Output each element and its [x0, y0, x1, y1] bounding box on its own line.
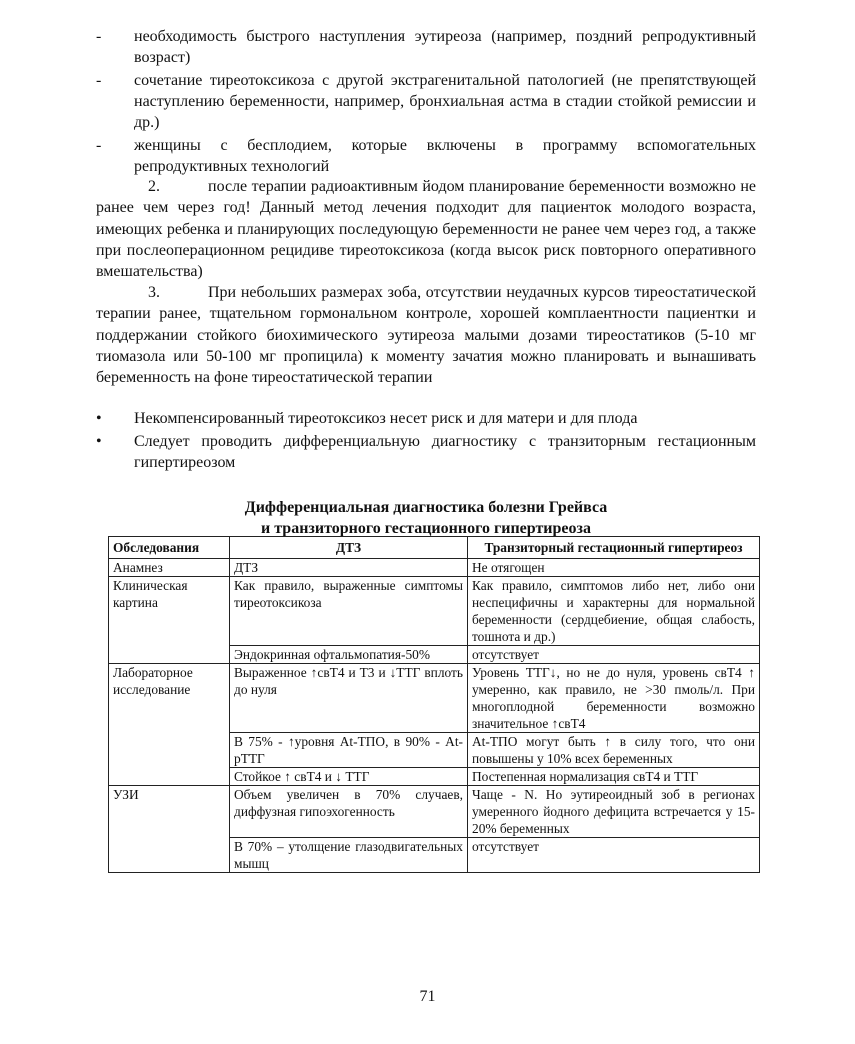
paragraph-3: 3. При небольших размерах зоба, отсутствии неудачных курсов тиреостатической терапии ранее, тщательном гормональном контроле, хорошей комплаентности пациентки и поддержании стойкого биохимического эутиреоза малыми дозами тиреостатиков (5-10 мг тиомазола или 50-100 мг пропицила) к моменту зачатия можно планировать и вынашивать беременность на фоне тиреостатической терапии: [96, 284, 756, 387]
table-cell: Выраженное ↑свТ4 и Т3 и ↓ТТГ вплоть до нуля: [230, 664, 468, 733]
table-cell: Как правило, симптомов либо нет, либо они неспецифичны и характерны для нормальной беременности (сердцебиение, общая слабость, тошнота и др.): [468, 577, 760, 646]
header-cell: Транзиторный гестационный гипертиреоз: [468, 537, 760, 559]
dash-list: [96, 26, 756, 179]
table-row: [109, 786, 760, 838]
table-title: Дифференциальная диагностика болезни Грейвса и транзиторного гестационного гипертиреоза: [244, 499, 608, 537]
table-cell: Эндокринная офтальмопатия-50%: [230, 646, 468, 664]
table-cell: Объем увеличен в 70% случаев, диффузная гипоэхогенность: [230, 786, 468, 838]
dash-marker: -: [96, 137, 102, 154]
table-cell: УЗИ: [109, 786, 230, 873]
dash-marker: -: [96, 72, 102, 89]
table-cell: Стойкое ↑ свТ4 и ↓ ТТГ: [230, 768, 468, 786]
header-cell: Обследования: [109, 537, 230, 559]
table-cell: Постепенная нормализация свТ4 и ТТГ: [468, 768, 760, 786]
table-cell: Лабораторное исследование: [109, 664, 230, 786]
list-item: - необходимость быстрого наступления эутиреоза (например, поздний репродуктивный возраст): [96, 28, 756, 66]
table-cell: At-ТПО могут быть ↑ в силу того, что они повышены у 10% всех беременных: [468, 733, 760, 768]
table-cell: отсутствует: [468, 646, 760, 664]
bullet-marker: •: [96, 433, 102, 450]
list-item: • Следует проводить дифференциальную диагностику с транзиторным гестационным гипертиреозом: [96, 433, 756, 471]
table-cell: Анамнез: [109, 559, 230, 577]
dash-marker: -: [96, 28, 102, 45]
table-row: [109, 559, 760, 577]
list-item: • Некомпенсированный тиреотоксикоз несет риск и для матери и для плода: [96, 410, 638, 427]
table-cell: В 70% – утолщение глазодвигательных мышц: [230, 838, 468, 873]
table-row: [109, 577, 760, 646]
list-item: - женщины с бесплодием, которые включены в программу вспомогательных репродуктивных технологий: [96, 137, 756, 175]
list-item: - сочетание тиреотоксикоза с другой экстрагенитальной патологией (не препятствующей наступлению беременности, например, бронхиальная астма в стадии стойкой ремиссии и др.): [96, 72, 756, 131]
page-number: 71: [419, 988, 436, 1005]
table-cell: Чаще - N. Но эутиреоидный зоб в регионах умеренного йодного дефицита встречается у 15-20% беременных: [468, 786, 760, 838]
paragraph-2: 2. после терапии радиоактивным йодом планирование беременности возможно не ранее чем через год! Данный метод лечения подходит для пациенток молодого возраста, имеющих ребенка и планирующих последующую беременности не ранее чем через год, а также при послеоперационном рецидиве тиреотоксикоза (когда высок риск повторного оперативного вмешательства): [96, 178, 756, 281]
paragraph-number: 2.: [148, 178, 160, 195]
bullet-marker: •: [96, 410, 102, 427]
table-cell: В 75% - ↑уровня At-ТПО, в 90% - At-рТТГ: [230, 733, 468, 768]
header-cell: ДТЗ: [230, 537, 468, 559]
table-cell: Уровень ТТГ↓, но не до нуля, уровень свТ4 ↑ умеренно, как правило, не >30 пмоль/л. При многоплодной беременности возможно значительное ↑свТ4: [468, 664, 760, 733]
table-header-row: [109, 537, 760, 559]
table-cell: Не отягощен: [468, 559, 760, 577]
paragraph-number: 3.: [148, 284, 160, 301]
table-cell: ДТЗ: [230, 559, 468, 577]
diagnosis-table: [108, 536, 760, 873]
dot-list: [96, 408, 756, 475]
table-cell: Как правило, выраженные симптомы тиреотоксикоза: [230, 577, 468, 646]
table-row: [109, 664, 760, 733]
table-cell: отсутствует: [468, 838, 760, 873]
table-cell: Клиническая картина: [109, 577, 230, 664]
